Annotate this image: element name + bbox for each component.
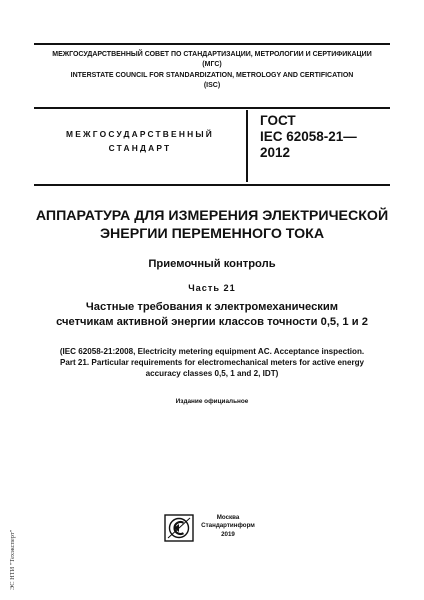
standard-type [34,127,246,155]
council-ru-name: МЕЖГОСУДАРСТВЕННЫЙ СОВЕТ ПО СТАНДАРТИЗАЦИИ, МЕТРОЛОГИИ И СЕРТИФИКАЦИИ [52,51,372,58]
header-rule [34,107,390,109]
standartinform-logo-icon [164,514,194,542]
gost-designation [260,113,390,161]
document-title [20,207,404,243]
designation-rule [34,184,390,186]
publisher-block [196,514,260,539]
publisher-city: Москва [216,514,240,521]
council-ru-abbr: (МГС) [202,61,222,69]
document-part: Часть 21 [188,283,236,293]
gost-year: 2012 [260,145,291,160]
standard-type-line1: МЕЖГОСУДАРСТВЕННЫЙ [66,129,214,139]
side-stamp: ЭС НТИ "Техэксперт" [9,529,16,590]
gost-number: IEC 62058-21— [260,129,357,144]
top-rule [34,43,390,45]
publisher-name: Стандартинформ [201,522,255,530]
title-line-2: ЭНЕРГИИ ПЕРЕМЕННОГО ТОКА [99,226,325,242]
iec-line-1: (IEC 62058-21:2008, Electricity metering equipment AC. Acceptance inspection. [59,347,365,356]
subject-line-2: счетчикам активной энергии классов точности 0,5, 1 и 2 [56,316,368,328]
iec-line-2: Part 21. Particular requirements for electromechanical meters for active energy [59,358,365,367]
council-ru [34,50,390,71]
standard-type-line2: СТАНДАРТ [108,143,172,153]
council-en-name: INTERSTATE COUNCIL FOR STANDARDIZATION, METROLOGY AND CERTIFICATION [70,72,354,79]
council-en [34,71,390,92]
subject-line-1: Частные требования к электромеханическим [85,301,339,313]
gost-label: ГОСТ [260,113,296,128]
edition-label: Издание официальное [175,398,249,405]
title-line-1: АППАРАТУРА ДЛЯ ИЗМЕРЕНИЯ ЭЛЕКТРИЧЕСКОЙ [35,208,389,224]
document-subject [20,300,404,330]
vertical-divider [246,110,248,182]
council-en-abbr: (ISC) [203,82,221,90]
iec-reference [20,346,404,379]
publisher-year: 2019 [221,530,235,538]
document-subtitle: Приемочный контроль [148,258,276,270]
iec-line-3: accuracy classes 0,5, 1 and 2, IDT) [145,369,279,378]
